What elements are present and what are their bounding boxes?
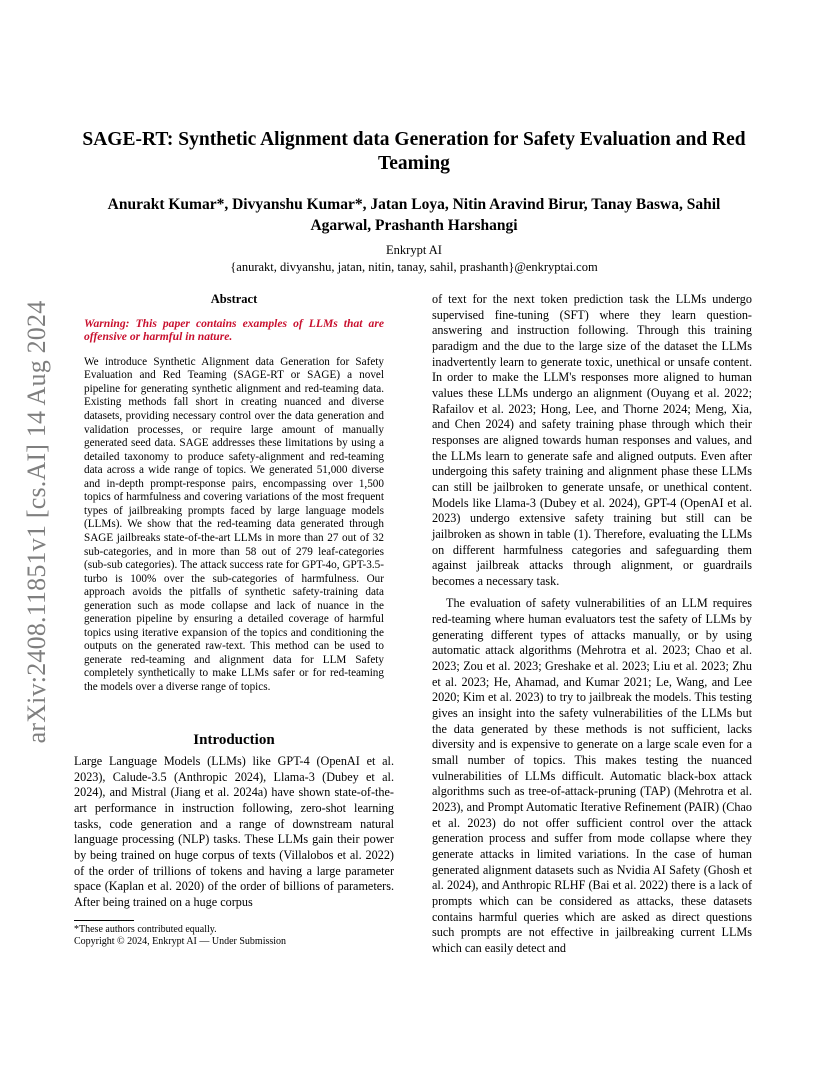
footnote-divider (74, 920, 134, 921)
affiliation: Enkrypt AI (386, 243, 442, 257)
abstract-body: We introduce Synthetic Alignment data Generation for Safety Evaluation and Red Teaming (SAGE-RT or SAGE) a novel pipeline for generating synthetic alignment and red-teaming data. Existing methods fall short in creating nuanced and diverse datasets, providing necessary control over the data generation and validation processes, or require large amount of manually generated seed data. SAGE addresses these limitations by using a detailed taxonomy to produce safety-alignment and red-teaming data across a wide range of topics. We generated 51,000 diverse and in-depth prompt-response pairs, encompassing over 1,500 topics of harmfulness and covering variations of the most frequent types of jailbreaking prompts faced by large language models (LLMs). We show that the red-teaming data generated through SAGE jailbreaks state-of-the-art LLMs in more than 27 out of 32 sub-categories, and in more than 58 out of 279 leaf-categories (sub-sub categories). The attack success rate for GPT-4o, GPT-3.5-turbo is 100% over the sub-categories of harmfulness. Our approach avoids the pitfalls of synthetic safety-training data generation such as mode collapse and lack of nuance in the generation pipeline by ensuring a detailed coverage of harmful topics using iterative expansion of the topics and conditioning the outputs on the generated raw-text. This method can be used to generate red-teaming and alignment data for LLM Safety completely synthetically to make LLMs safer or for red-teaming the models over a diverse range of topics. (84, 355, 384, 693)
authors-line-1: Anurakt Kumar*, Divyanshu Kumar*, Jatan Loya, Nitin Aravind Birur, Tanay Baswa, Sahil (107, 196, 721, 213)
introduction-heading: Introduction (193, 731, 275, 748)
paper-header (74, 128, 754, 276)
introduction-paragraph-1: Large Language Models (LLMs) like GPT-4 (OpenAI et al. 2023), Calude-3.5 (Anthropic 2024), Llama-3 (Dubey et al. 2024), and Mistral (Jiang et al. 2024a) have shown state-of-the-art performance in instruction following, zero-shot learning tasks, code generation and a range of downstream natural language processing (NLP) tasks. These LLMs gain their power by being trained on huge corpus of texts (Villalobos et al. 2022) of the order of trillions of tokens and having a large parameter space (Kaplan et al. 2020) of the order of billions of parameters. After being trained on a huge corpus (74, 754, 394, 910)
abstract-heading: Abstract (210, 292, 258, 306)
author-emails: {anurakt, divyanshu, jatan, nitin, tanay, sahil, prashanth}@enkryptai.com (230, 260, 598, 274)
equal-contribution-footnote: *These authors contributed equally. (74, 923, 217, 935)
content-warning: Warning: This paper contains examples of LLMs that are offensive or harmful in nature. (84, 316, 384, 344)
abstract-section (74, 292, 394, 695)
paper-title: SAGE-RT: Synthetic Alignment data Generation for Safety Evaluation and Red Teaming (82, 129, 746, 174)
copyright-notice: Copyright © 2024, Enkrypt AI — Under Submission (74, 936, 287, 948)
right-paragraph-2: The evaluation of safety vulnerabilities of an LLM requires red-teaming where human evaluators test the safety of LLMs by generating different types of attacks manually, or by using automatic attack algorithms (Mehrotra et al. 2023; Chao et al. 2023; Zou et al. 2023; Greshake et al. 2023; Liu et al. 2023; Zhu et al. 2023; He, Ahamad, and Kumar 2021; Le, Wang, and Lee 2020; Kim et al. 2023) to try to jailbreak the models. This testing gives an insight into the safety vulnerabilities of the LLMs but the data generated by these methods is not sufficient, lacks diversity and is expensive to generate on a large scale even for a small number of topics. This makes testing the nuanced vulnerabilities of LLMs difficult. Automatic black-box attack algorithms such as tree-of-attack-pruning (TAP) (Mehrotra et al. 2023), and Prompt Automatic Iterative Refinement (PAIR) (Chao et al. 2023) do not offer sufficient control over the attack generation process and suffer from mode collapse where they generate attacks in limited variations. In the case of human generated alignment datasets such as Nvidia AI Safety (Ghosh et al. 2024), and Anthropic RLHF (Bai et al. 2022) there is a lack of prompts which can be considered as attacks, these datasets contains harmful queries which are asked as direct questions such prompts are not effective in jailbreaking current LLMs which can easily detect and (432, 596, 752, 955)
right-paragraph-1: of text for the next token prediction task the LLMs undergo supervised fine-tuning (SFT) where they learn question-answering and instruction following. Through this training paradigm and the due to the large size of the dataset the LLMs inadvertently learn to generate toxic, unethical or unsafe content. In order to make the LLM's responses more aligned to human values these LLMs undergo an alignment (Ouyang et al. 2022; Rafailov et al. 2023; Hong, Lee, and Thorne 2024; Meng, Xia, and Chen 2024) and safety training phase through which their responses are aligned towards human responses and values, and the LLMs learn to generate safe and aligned outputs. Even after undergoing this safety training and alignment phase these LLMs can still be jailbroken to generate unsafe, or unethical content. Models like Llama-3 (Dubey et al. 2024), GPT-4 (OpenAI et al. 2023) undergo extensive safety training but still can be jailbroken as shown in table (1). Therefore, evaluating the LLMs on different harmfulness categories and safeguarding them against jailbreak attacks through alignment, or guardrails becomes a necessary task. (432, 292, 752, 588)
arxiv-identifier (22, 288, 52, 756)
authors-line-2: Agarwal, Prashanth Harshangi (310, 217, 518, 234)
arxiv-identifier-text: arXiv:2408.11851v1 [cs.AI] 14 Aug 2024 (22, 300, 51, 744)
right-column (432, 292, 752, 957)
author-list (74, 194, 754, 236)
left-column (74, 292, 394, 949)
